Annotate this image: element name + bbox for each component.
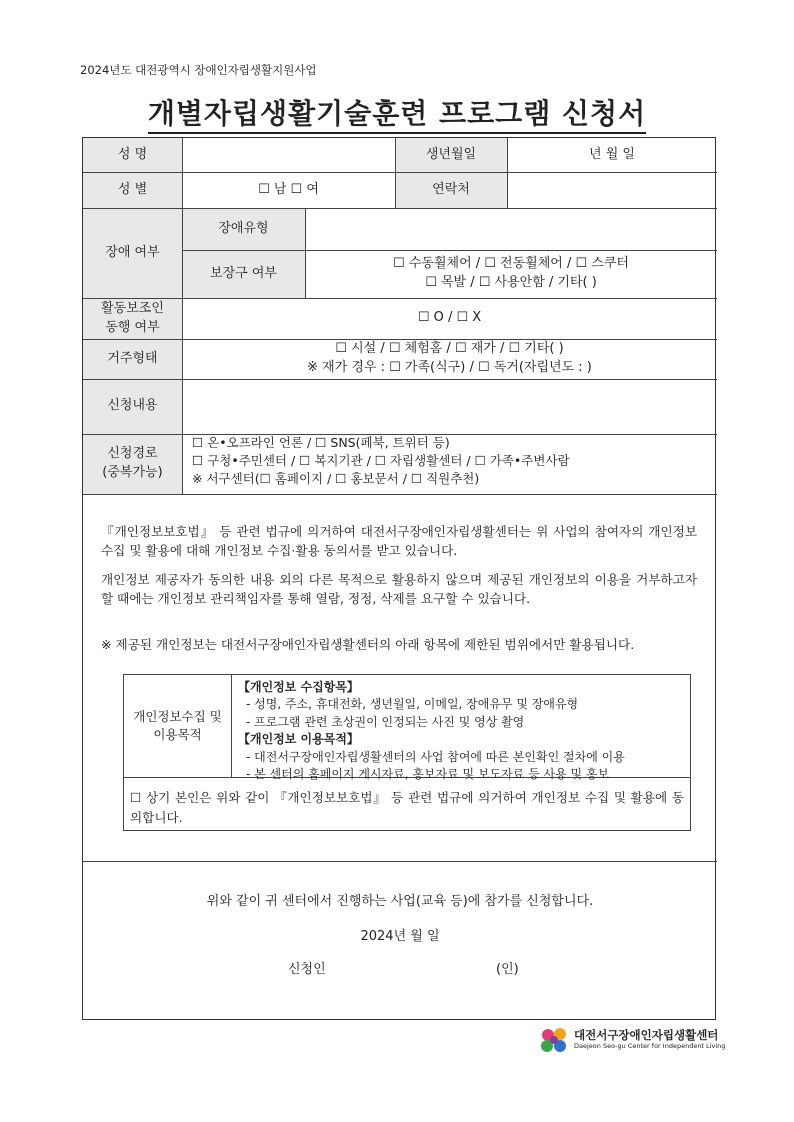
logo-korean-name: 대전서구장애인자립생활센터 [574, 1028, 719, 1042]
content-field[interactable] [182, 379, 717, 434]
residence-options[interactable]: ☐ 시설 / ☐ 체험홈 / ☐ 재가 / ☐ 기타( ) ※ 재가 경우 : ☐ 가족(식구) / ☐ 독거(자립년도 : ) [307, 341, 592, 375]
birth-field[interactable]: 년 월 일 [589, 146, 635, 162]
program-header: 2024년도 대전광역시 장애인자립생활지원사업 [80, 63, 317, 77]
name-field[interactable] [182, 138, 395, 172]
seal-mark[interactable]: (인) [496, 962, 519, 977]
consent-box [123, 674, 691, 831]
aid-device-options[interactable]: ☐ 수동휠체어 / ☐ 전동휠체어 / ☐ 스쿠터 ☐ 목발 / ☐ 사용안함 / 기타( ) [393, 256, 629, 290]
route-label: 신청경로 (중복가능) [83, 434, 182, 494]
residence-label: 거주형태 [83, 339, 182, 379]
privacy-paragraph-3: ※ 제공된 개인정보는 대전서구장애인자립생활센터의 아래 항목에 제한된 범위에서만 활용됩니다. [101, 637, 635, 652]
privacy-purpose-label: 개인정보수집 및 이용목적 [133, 708, 222, 742]
disability-label: 장애 여부 [83, 208, 182, 298]
privacy-items: 【개인정보 수집항목】 - 성명, 주소, 휴대전화, 생년월일, 이메일, 장애유무 및 장애유형 - 프로그램 관련 초상권이 인정되는 사진 및 영상 촬영 【개인정보 이용목적】 - 대전서구장애인자립생활센터의 사업 참여에 따른 본인확인 절차에 이용 - 본 센터의 홈페이지 게시자료, 홍보자료 및 보도자료 등 사용 및 홍보 [238, 680, 625, 781]
consent-checkbox[interactable]: ☐ 상기 본인은 위와 같이 『개인정보보호법』 등 관련 법규에 의거하여 개인정보 수집 및 활용에 동의합니다. [130, 790, 684, 825]
privacy-paragraph-2: 개인정보 제공자가 동의한 내용 외의 다른 목적으로 활용하지 않으며 제공된 개인정보의 이용을 거부하고자 할 때에는 개인정보 관리책임자를 통해 열람, 정정, 삭제를 요구할 수 있습니다. [101, 572, 697, 606]
application-date[interactable]: 2024년 월 일 [360, 929, 440, 944]
aid-device-label: 보장구 여부 [182, 250, 305, 298]
disability-type-field[interactable] [305, 208, 717, 250]
contact-field[interactable] [507, 172, 717, 208]
flower-logo-icon [538, 1025, 572, 1055]
gender-label: 성 별 [83, 172, 182, 208]
content-label: 신청내용 [83, 379, 182, 434]
application-form [82, 137, 716, 1020]
privacy-paragraph-1: 『개인정보보호법』 등 관련 법규에 의거하여 대전서구장애인자립생활센터는 위 사업의 참여자의 개인정보 수집 및 활용에 대해 개인정보 수집·활용 동의서를 받고 있습니다. [101, 524, 697, 558]
disability-type-label: 장애유형 [182, 208, 305, 250]
center-logo [538, 1025, 738, 1055]
gender-options[interactable]: ☐ 남 ☐ 여 [258, 181, 319, 197]
assistant-options[interactable]: ☐ O / ☐ X [417, 310, 482, 326]
name-label: 성 명 [83, 138, 182, 172]
route-options[interactable]: ☐ 온•오프라인 언론 / ☐ SNS(페북, 트위터 등) ☐ 구청•주민센터 / ☐ 복지기관 / ☐ 자립생활센터 / ☐ 가족•주변사람 ※ 서구센터(☐ 홈페이지 / ☐ 홍보문서 / ☐ 직원추천) [192, 435, 570, 487]
assistant-label: 활동보조인 동행 여부 [83, 298, 182, 339]
logo-english-name: Daejeon Seo-gu Center for Independent Living [574, 1042, 726, 1050]
contact-label: 연락처 [395, 172, 507, 208]
page-title: 개별자립생활기술훈련 프로그램 신청서 [0, 92, 794, 132]
applicant-label: 신청인 [288, 962, 326, 977]
birth-label: 생년월일 [395, 138, 507, 172]
application-statement: 위와 같이 귀 센터에서 진행하는 사업(교육 등)에 참가를 신청합니다. [206, 894, 594, 909]
